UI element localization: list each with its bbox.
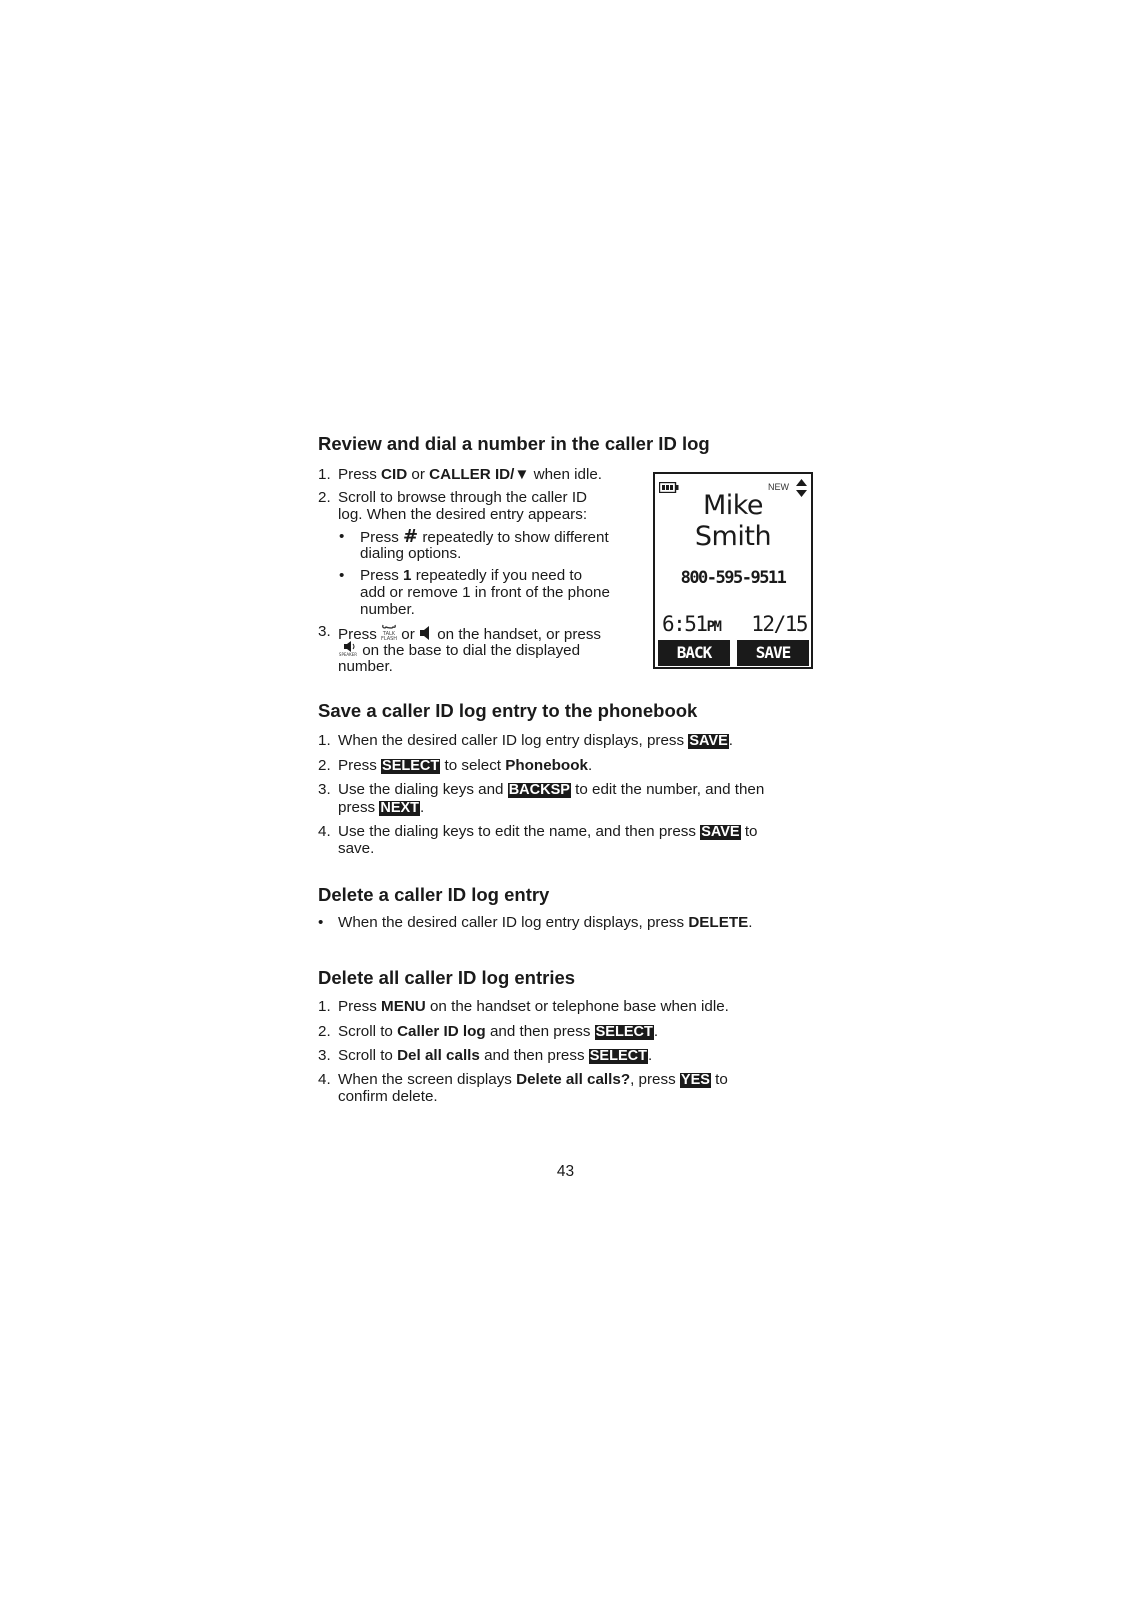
list-item-text: save. xyxy=(338,840,375,857)
list-number: 3. xyxy=(318,781,331,798)
list-item-text: Scroll to Del all calls and then press SELECT. xyxy=(338,1047,653,1064)
list-item-text: Use the dialing keys to edit the name, and then press SAVE to xyxy=(338,823,758,840)
bullet: • xyxy=(318,914,324,931)
list-item-text: When the desired caller ID log entry displays, press SAVE. xyxy=(338,732,733,749)
list-item-text: When the desired caller ID log entry displays, press DELETE. xyxy=(338,914,753,931)
list-number: 2. xyxy=(318,1023,331,1040)
svg-text:FLASH: FLASH xyxy=(381,636,398,641)
list-number: 1. xyxy=(318,998,331,1015)
softkey-label: SELECT xyxy=(382,758,440,774)
list-item-text: Use the dialing keys and BACKSP to edit the number, and then xyxy=(338,781,765,798)
call-time: 6:51PM xyxy=(662,612,721,636)
list-item-text: Press 1 repeatedly if you need to xyxy=(360,567,583,584)
pound-key-icon: # xyxy=(403,526,419,547)
list-item-text: SPEAKER on the base to dial the displayed xyxy=(338,641,580,662)
list-item-text: Scroll to browse through the caller ID xyxy=(338,489,588,506)
list-number: 2. xyxy=(318,757,331,774)
list-item-text: log. When the desired entry appears: xyxy=(338,506,588,523)
softkey-label: SAVE xyxy=(701,824,740,840)
list-number: 1. xyxy=(318,732,331,749)
list-number: 3. xyxy=(318,1047,331,1064)
list-item-text: dialing options. xyxy=(360,545,462,562)
softkey-label: YES xyxy=(680,1072,710,1088)
softkey-label: SELECT xyxy=(589,1048,647,1064)
section-heading-save: Save a caller ID log entry to the phonebook xyxy=(318,700,698,721)
list-number: 1. xyxy=(318,466,331,483)
list-item-text: Scroll to Caller ID log and then press SELECT. xyxy=(338,1023,659,1040)
svg-text:TALK: TALK xyxy=(382,631,396,637)
page-number: 43 xyxy=(556,1163,575,1180)
section-heading-delete: Delete a caller ID log entry xyxy=(318,884,550,905)
softkey-label: NEXT xyxy=(380,800,420,816)
back-softkey: BACK xyxy=(658,640,730,666)
list-number: 2. xyxy=(318,489,331,506)
save-softkey: SAVE xyxy=(737,640,809,666)
list-number: 3. xyxy=(318,623,331,640)
caller-first-name: Mike xyxy=(702,490,764,521)
bullet: • xyxy=(339,567,345,584)
list-item-text: Press # repeatedly to show different xyxy=(360,526,609,547)
handset-lcd-screen xyxy=(653,472,813,669)
caller-phone-number: 800-595-9511 xyxy=(680,568,786,588)
new-indicator: NEW xyxy=(768,482,789,492)
svg-text:SPEAKER: SPEAKER xyxy=(338,652,358,657)
list-item-text: confirm delete. xyxy=(338,1088,438,1105)
list-item-text: number. xyxy=(360,601,415,618)
list-item-text: press NEXT. xyxy=(338,799,425,816)
caller-last-name: Smith xyxy=(694,521,772,552)
softkey-label: SELECT xyxy=(595,1024,653,1040)
section-heading-review: Review and dial a number in the caller ID log xyxy=(318,433,710,454)
list-item-text: number. xyxy=(338,658,393,675)
softkey-label: SAVE xyxy=(689,733,728,749)
softkey-label: BACKSP xyxy=(508,782,570,798)
list-item-text: Press MENU on the handset or telephone base when idle. xyxy=(338,998,729,1015)
list-item-text: Press SELECT to select Phonebook. xyxy=(338,757,593,774)
list-item-text: When the screen displays Delete all calls?, press YES to xyxy=(338,1071,728,1088)
section-heading-delete-all: Delete all caller ID log entries xyxy=(318,967,576,988)
bullet: • xyxy=(339,528,345,545)
list-item-text: Press TALK FLASH or on the handset, or press xyxy=(338,623,601,646)
list-number: 4. xyxy=(318,1071,331,1088)
entry-counter: 12/15 xyxy=(751,612,807,636)
list-number: 4. xyxy=(318,823,331,840)
list-item-text: Press CID or CALLER ID/▼ when idle. xyxy=(338,466,603,483)
list-item-text: add or remove 1 in front of the phone xyxy=(360,584,610,601)
